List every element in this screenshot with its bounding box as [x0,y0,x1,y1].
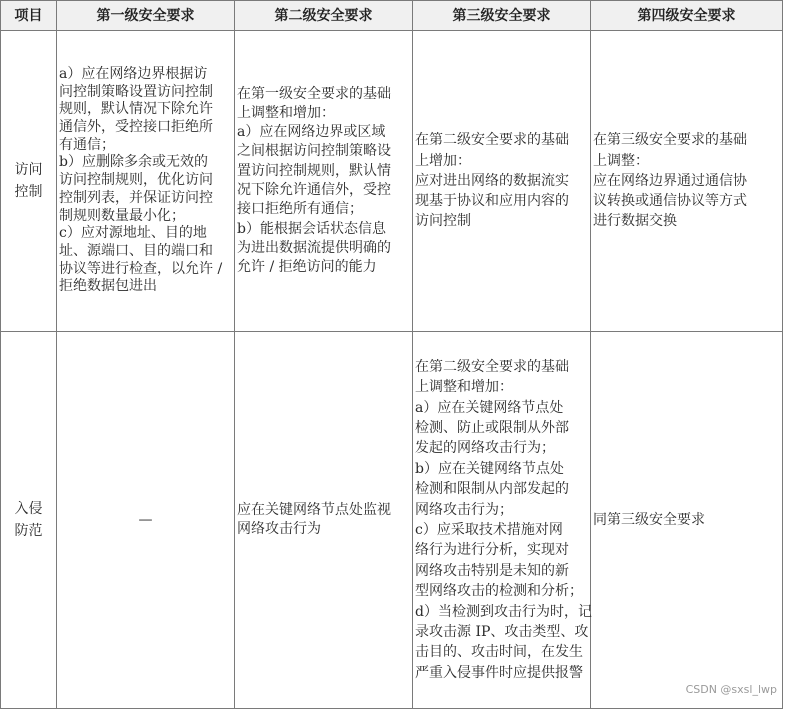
cell-text-line: 进行数据交换 [593,213,677,230]
cell-text-line: 之间根据访问控制策略设 [237,143,391,160]
cell-text-line: 访问控制规则，优化访问 [59,172,213,189]
cell-text-line: 上调整： [593,152,649,169]
header-level-3: 第三级安全要求 [413,1,591,31]
cell-text-line: 通信外，受控接口拒绝所 [59,119,213,136]
header-level-4: 第四级安全要求 [591,1,783,31]
cell-text-line: 应在网络边界通过通信协 [593,172,747,189]
cell-text-line: 检测、防止或限制从外部 [415,419,569,436]
cell-text-line: 允许 / 拒绝访问的能力 [237,259,377,276]
cell-access-control-level-2 [235,31,413,332]
cell-text-line: 应对进出网络的数据流实 [415,172,569,189]
header-item: 项目 [1,1,57,31]
header-level-1: 第一级安全要求 [57,1,235,31]
cell-intrusion-level-2 [235,332,413,709]
cell-text-line: 在第三级安全要求的基础 [593,132,747,149]
cell-text-line: 有通信； [59,136,115,153]
header-level-2: 第二级安全要求 [235,1,413,31]
cell-text-line: 络行为进行分析，实现对 [415,542,569,559]
cell-text-line: 网络攻击行为 [237,521,321,537]
cell-text-line: a）应在网络边界或区域 [237,124,386,141]
cell-text-line: 访问 [14,162,43,178]
cell-text-line: b）能根据会话状态信息 [237,220,386,237]
cell-text-line: 为进出数据流提供明确的 [237,239,391,256]
cell-text-line: 协议等进行检查，以允许 / [59,260,223,277]
cell-text-line: 网络攻击行为； [415,501,513,518]
cell-text-line: 检测和限制从内部发起的 [415,481,569,498]
cell-text-line: a）应在网络边界根据访 [59,65,208,82]
cell-text-line: 应在关键网络节点处监视 [237,501,391,518]
cell-text-line: b）应在关键网络节点处 [415,460,564,477]
cell-text-line: b）应删除多余或无效的 [59,154,208,171]
cell-text-line: 在第二级安全要求的基础 [415,132,569,149]
cell-text-line: 在第二级安全要求的基础 [415,358,569,375]
cell-text-line: 网络攻击特别是未知的新 [415,562,569,579]
cell-text-line: a）应在关键网络节点处 [415,399,564,416]
cell-text-line: 置访问控制规则，默认情 [237,162,391,179]
cell-text-line: 制规则数量最小化； [59,207,185,224]
table-row-intrusion-prevention [1,332,783,709]
cell-text-line: 问控制策略设置访问控制 [59,83,213,100]
cell-intrusion-level-3 [413,332,591,709]
cell-access-control-level-4 [591,31,783,332]
cell-text-line: 上增加： [415,152,471,169]
cell-access-control-level-3 [413,31,591,332]
cell-text-line: 访问控制 [415,213,471,230]
cell-text-line: c）应对源地址、目的地 [59,225,207,242]
cell-text-line: 发起的网络攻击行为； [415,440,555,457]
cell-text-line: d）当检测到攻击行为时，记 [415,603,592,620]
cell-text-line: 拒绝数据包进出 [59,278,157,295]
cell-text-line: 现基于协议和应用内容的 [415,193,569,210]
table-row-access-control [1,31,783,332]
cell-text-line: 上调整和增加： [415,379,513,396]
cell-text-line: 在第一级安全要求的基础 [237,85,391,102]
item-access-control [1,31,57,332]
cell-text-line: 严重入侵事件时应提供报警 [415,664,583,681]
table-header-row [1,1,783,31]
cell-text-line: 击目的、攻击时间，在发生 [415,644,583,661]
item-intrusion-prevention [1,332,57,709]
watermark: CSDN @sxsl_lwp [685,683,777,696]
cell-text-line: 况下除允许通信外，受控 [237,182,391,198]
cell-intrusion-level-4: 同第三级安全要求 [591,332,783,709]
cell-text-line: 入侵 [14,501,43,517]
cell-text-line: 型网络攻击的检测和分析； [415,583,583,600]
cell-text-line: 接口拒绝所有通信； [237,201,363,218]
cell-text-line: 规则，默认情况下除允许 [59,101,213,118]
cell-text-line: 控制列表，并保证访问控 [59,189,213,206]
cell-access-control-level-1 [57,31,235,332]
cell-text-line: 址、源端口、目的端口和 [59,242,213,259]
cell-text-line: 议转换或通信协议等方式 [593,193,747,210]
cell-text-line: 上调整和增加： [237,104,335,121]
cell-text-line: 录攻击源 IP、攻击类型、攻 [415,624,589,641]
cell-text-line: 控制 [14,184,43,200]
cell-text-line: c）应采取技术措施对网 [415,522,563,538]
cell-text-line: 防范 [14,523,43,539]
cell-intrusion-level-1: — [57,332,235,709]
